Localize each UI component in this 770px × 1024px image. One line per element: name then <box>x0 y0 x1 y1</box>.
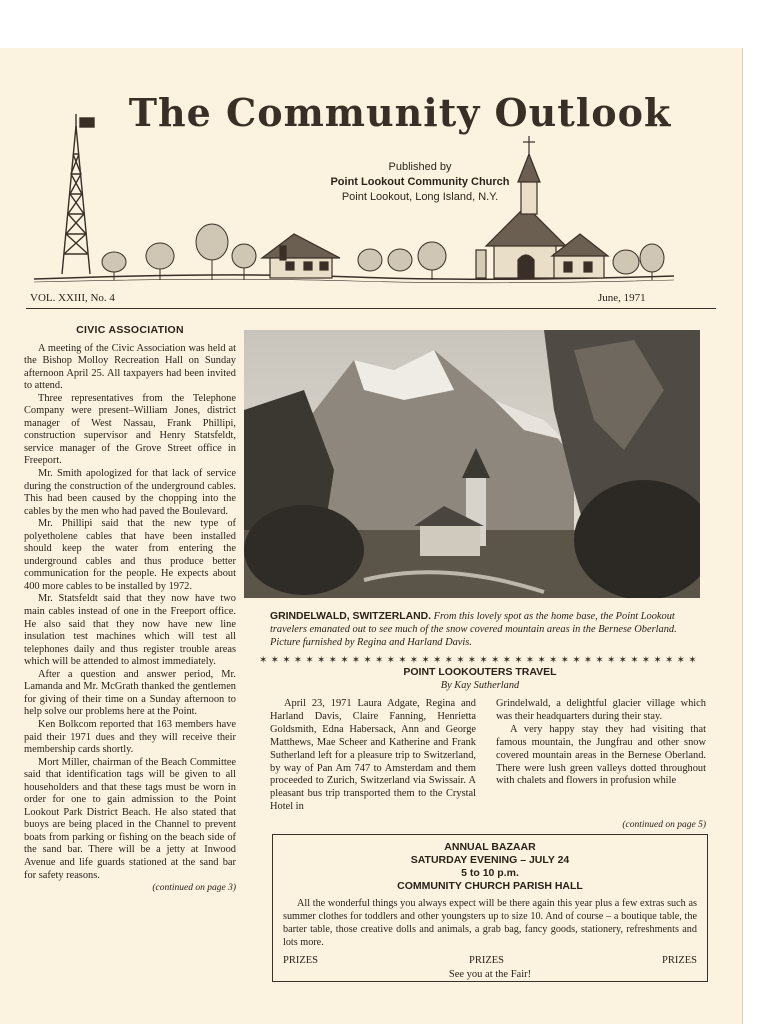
header-rule <box>26 308 716 309</box>
issue-date: June, 1971 <box>598 292 646 304</box>
decorative-star-rule <box>255 654 701 664</box>
star-icon: ✶ <box>479 655 488 664</box>
star-icon: ✶ <box>328 655 337 664</box>
star-icon: ✶ <box>595 655 604 664</box>
star-icon: ✶ <box>270 655 279 664</box>
star-icon: ✶ <box>305 655 314 664</box>
star-icon: ✶ <box>618 655 627 664</box>
continued-note: (continued on page 3) <box>152 883 236 894</box>
caption-title: GRINDELWALD, SWITZERLAND. <box>270 611 432 622</box>
star-icon: ✶ <box>433 655 442 664</box>
star-icon: ✶ <box>583 655 593 664</box>
star-icon: ✶ <box>502 655 511 664</box>
travel-column-1 <box>270 698 476 814</box>
article-heading: CIVIC ASSOCIATION <box>76 324 184 336</box>
published-by: Published by <box>388 161 452 173</box>
paragraph: Mr. Statsfeldt said that they now have two main cables instead of one in the Freeport office. He also said that they now have new line insulation test machines which will test all telephones daily and thus register trouble areas which will be attended to almost immediately. <box>24 593 236 668</box>
paragraph: April 23, 1971 Laura Adgate, Regina and Harland Davis, Claire Fanning, Henrietta Goldsmith, Edna Habersack, Ann and George Matthews, Mae Scheer and Katherine and Frank Sutherland left for a pleasure trip to Switzerland, by way of Pan Am 747 to Amsterdam and them proceeded to Zurich, Switzerland via Swissair. A pleasant bus trip transported them to the Crystal Hotel in <box>270 698 476 813</box>
star-icon: ✶ <box>641 655 651 664</box>
church-location: Point Lookout, Long Island, N.Y. <box>341 191 499 203</box>
travel-byline: By Kay Sutherland <box>440 680 520 691</box>
star-icon: ✶ <box>560 655 569 664</box>
prizes-label: PRIZES <box>661 955 697 966</box>
star-icon: ✶ <box>363 655 372 664</box>
bazaar-closing: See you at the Fair! <box>448 969 532 980</box>
paragraph: Three representatives from the Telephone Company were present–William Jones, district manager of West Nassau, Frank Phillipi, construction supervisor and Henry Statsfeldt, service manager of the Grove Street office in Freeport. <box>24 392 236 467</box>
star-icon: ✶ <box>572 655 581 664</box>
radio-tower-icon <box>62 114 94 274</box>
bazaar-time: 5 to 10 p.m. <box>461 867 519 879</box>
star-icon: ✶ <box>456 655 465 664</box>
star-icon: ✶ <box>386 655 395 664</box>
star-icon: ✶ <box>688 655 697 664</box>
volume-number: VOL. XXIII, No. 4 <box>30 292 115 304</box>
star-icon: ✶ <box>525 655 535 664</box>
star-icon: ✶ <box>293 655 303 664</box>
newsletter-title: The Community Outlook <box>128 90 672 135</box>
star-icon: ✶ <box>421 655 430 664</box>
paragraph: A very happy stay they had visiting that famous mountain, the Jungfrau and other snow covered mountain areas in the Bernese Oberland. There were lush green valleys dotted throughout with chalets and flowers in profusion while <box>496 723 706 787</box>
star-icon: ✶ <box>375 655 384 664</box>
church-name: Point Lookout Community Church <box>330 176 510 188</box>
star-icon: ✶ <box>653 655 662 664</box>
bazaar-location: COMMUNITY CHURCH PARISH HALL <box>397 880 583 892</box>
civic-association-article <box>24 324 236 895</box>
star-icon: ✶ <box>259 655 268 664</box>
bazaar-announcement <box>272 834 708 982</box>
church-icon <box>476 136 608 278</box>
travel-column-2 <box>496 698 706 788</box>
grindelwald-photo <box>244 330 700 598</box>
star-icon: ✶ <box>676 655 685 664</box>
star-icon: ✶ <box>665 655 674 664</box>
star-icon: ✶ <box>514 655 523 664</box>
paragraph: A meeting of the Civic Association was held at the Bishop Molloy Recreation Hall on Sunday afternoon April 25. All taxpayers had been invited to attend. <box>24 342 236 392</box>
star-icon: ✶ <box>467 655 477 664</box>
paragraph: Grindelwald, a delightful glacier village which was their headquarters during their stay. <box>496 698 706 722</box>
star-icon: ✶ <box>282 655 291 664</box>
star-icon: ✶ <box>351 655 361 664</box>
star-icon: ✶ <box>549 655 558 664</box>
paragraph: Mr. Smith apologized for that lack of service during the construction of the underground cables. This had been caused by the chopping into the cables by the men who had paved the Boulevard. <box>24 468 236 517</box>
newsletter-page <box>0 48 742 1024</box>
scan-top-margin <box>0 0 770 48</box>
house-icon <box>262 234 340 278</box>
star-icon: ✶ <box>491 655 500 664</box>
star-icon: ✶ <box>630 655 639 664</box>
bazaar-body <box>283 897 697 949</box>
travel-heading: POINT LOOKOUTERS TRAVEL <box>403 666 557 678</box>
star-icon: ✶ <box>317 655 326 664</box>
star-icon: ✶ <box>409 655 419 664</box>
prizes-label: PRIZES <box>469 955 505 966</box>
star-icon: ✶ <box>444 655 453 664</box>
photo-caption <box>270 610 690 649</box>
star-icon: ✶ <box>537 655 546 664</box>
bazaar-title: ANNUAL BAZAAR <box>444 841 536 853</box>
publisher-block <box>220 160 620 205</box>
paragraph: After a question and answer period, Mr. Lamanda and Mr. McGrath thanked the gentlemen for giving of their time on a Sunday afternoon to help solve our problems here at the Point. <box>24 668 236 718</box>
bazaar-date: SATURDAY EVENING – JULY 24 <box>410 854 570 866</box>
star-icon: ✶ <box>398 655 407 664</box>
paragraph: Mort Miller, chairman of the Beach Committee said that identification tags will be given to all householders and that these tags must be worn in order for one to gain admission to the Point Lookout Park District Beach. He also stated that buoys are being placed in the Channel to prevent boats from parking or fishing on the beach side of the sand bar. There will be a jetty at Inwood Avenue and life guards stationed at the sand bar for safety reasons. <box>24 756 236 881</box>
caption-body: From this lovely spot as the home base, the Point Lookout travelers emanated out to see much of the snow covered mountain areas in the Bernese Oberland. Picture furnished by Regina and Harland Davis. <box>270 611 677 648</box>
paragraph: Ken Bolkcom reported that 163 members have paid their 1971 dues and they will receive their membership cards shortly. <box>24 718 236 756</box>
star-icon: ✶ <box>607 655 616 664</box>
prizes-label: PRIZES <box>283 955 319 966</box>
paragraph: Mr. Phillipi said that the new type of polyetholene cables that have been installed should keep the water from entering the underground cables and thus produce better communication for the people. He expects about 400 more cables to be installed by 1972. <box>24 518 236 592</box>
continued-note: (continued on page 5) <box>622 820 706 830</box>
paragraph: All the wonderful things you always expect will be there again this year plus a few extras such as summer clothes for toddlers and other youngsters up to size 10. And of course – a boutique table, the barter table, those creative dolls and animals, a grab bag, fancy goods, stationery, refreshments and lots more. <box>283 898 697 948</box>
star-icon: ✶ <box>340 655 349 664</box>
